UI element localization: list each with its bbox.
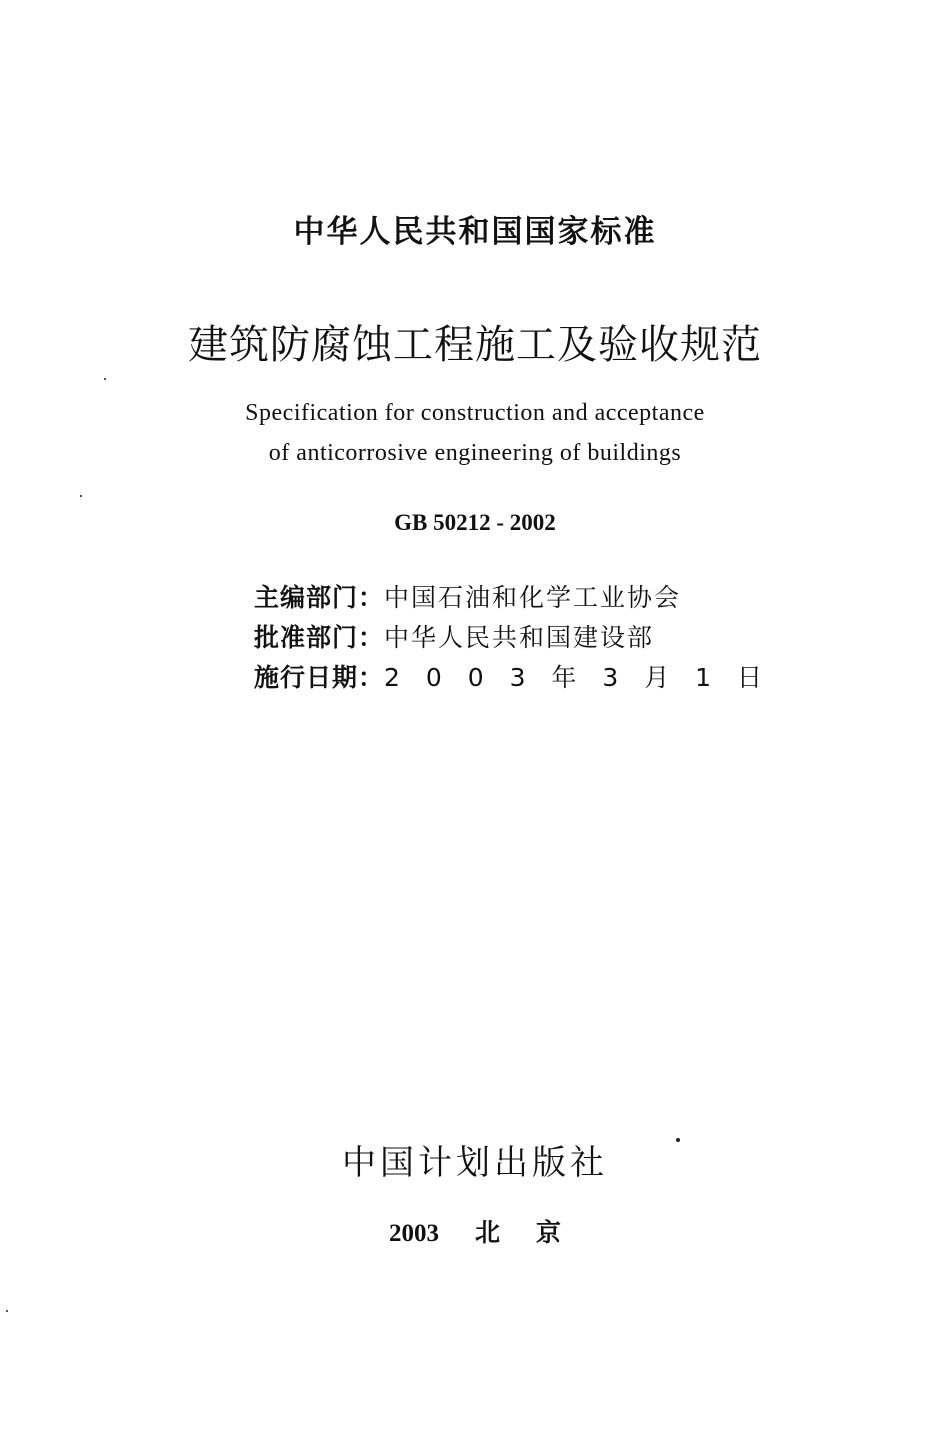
imprint-city-first-char: 北 — [474, 1218, 500, 1247]
standard-code: GB 50212 - 2002 — [394, 510, 556, 535]
scan-speck — [676, 1138, 680, 1142]
editor-department-row — [254, 578, 714, 614]
scan-speck — [104, 378, 106, 380]
document-title-english-line-2: of anticorrosive engineering of buildings — [268, 440, 682, 466]
publisher-name: 中国计划出版社 — [342, 1143, 608, 1183]
imprint-line — [0, 1213, 950, 1249]
approver-department-value: 中华人民共和国建设部 — [384, 623, 655, 652]
approver-department-row — [254, 618, 714, 654]
effective-date-value: 2 0 0 3 年 3 月 1 日 — [384, 663, 772, 692]
document-title-chinese: 建筑防腐蚀工程施工及验收规范 — [188, 322, 762, 368]
effective-date-label: 施行日期： — [254, 663, 385, 692]
editor-department-label: 主编部门： — [254, 583, 385, 612]
effective-date-row — [254, 658, 772, 694]
editor-department-value: 中国石油和化学工业协会 — [384, 583, 682, 612]
imprint-city-second-char: 京 — [536, 1218, 562, 1247]
imprint-year: 2003 — [388, 1220, 439, 1247]
scan-speck — [80, 495, 82, 497]
approver-department-label: 批准部门： — [254, 623, 385, 652]
document-title-english-line-1: Specification for construction and acceptance — [245, 400, 705, 426]
standard-series-heading: 中华人民共和国国家标准 — [293, 214, 657, 250]
scan-speck — [6, 1310, 8, 1312]
